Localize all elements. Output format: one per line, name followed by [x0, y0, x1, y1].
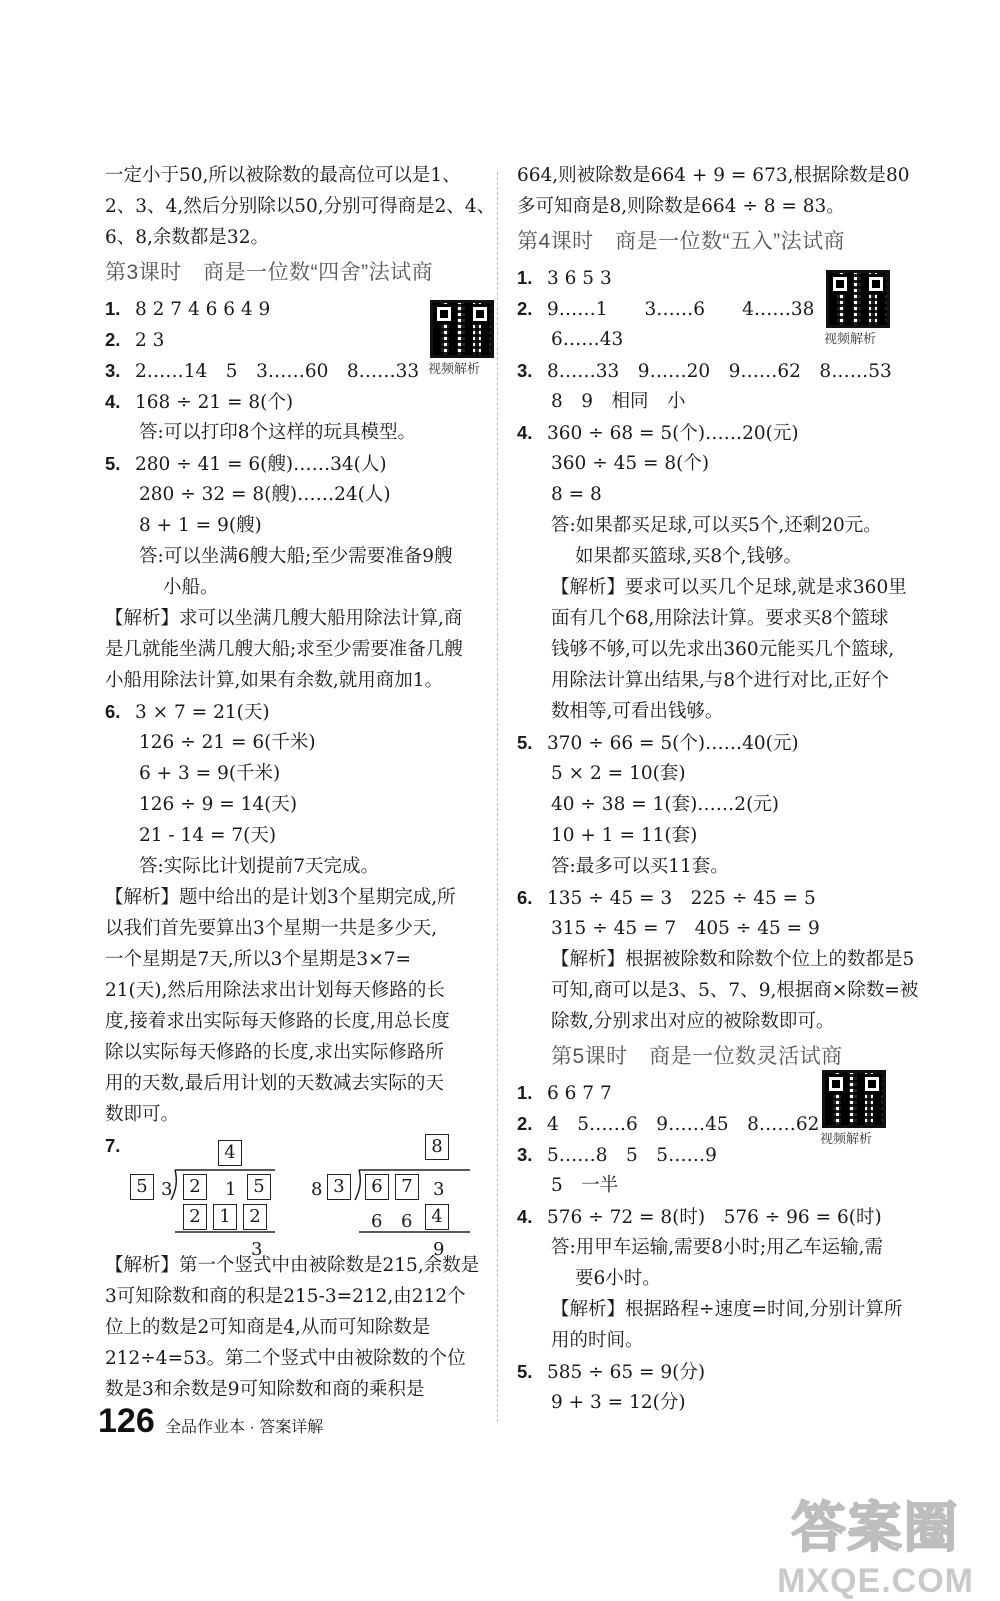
analysis-tag: 【解析】 [551, 1299, 626, 1320]
answer-statement: 答:用甲车运输,需要8小时;用乙车运输,需 [551, 1237, 883, 1258]
divisor-digit: 8 [311, 1179, 323, 1200]
answer-text: 280 ÷ 32 = 8(艘)……24(人) [139, 484, 391, 505]
analysis-text: 数是3和余数是9可知除数和商的乘积是 [105, 1379, 425, 1400]
answer-text: 10 + 1 = 11(套) [551, 825, 698, 846]
answer-text: 9……1 3……6 4……38 [547, 299, 815, 320]
analysis-text: 用的天数,最后用计划的天数减去实际的天 [105, 1073, 444, 1094]
question-number: 7. [105, 1135, 121, 1156]
page-number: 126 [98, 1402, 155, 1440]
answer-text: 280 ÷ 41 = 6(艘)……34(人) [135, 454, 387, 475]
answer-text: 8 9 相同 小 [551, 391, 686, 412]
question-1 [105, 293, 480, 324]
answer-text: 3 6 5 3 [547, 268, 612, 289]
analysis-line [105, 1250, 480, 1281]
analysis-text: 3可知除数和商的积是215-3=212,由212个 [105, 1286, 466, 1307]
answer-text: 8……33 9……20 9……62 8……53 [547, 361, 892, 382]
answer-text: 2……14 5 3……60 8……33 [135, 361, 420, 382]
qr-label: 视频解析 [820, 1131, 873, 1146]
question-number: 3. [517, 360, 533, 381]
answer-text: 126 ÷ 21 = 6(千米) [139, 732, 316, 753]
question-5 [517, 727, 892, 758]
answer-text: 5 一半 [551, 1175, 619, 1196]
quotient-box: 4 [218, 1140, 242, 1166]
analysis-text: 是几就能坐满几艘大船;求至少需要准备几艘 [105, 639, 463, 660]
answer-text: 5……8 5 5……9 [547, 1145, 717, 1166]
question-number: 5. [517, 1361, 533, 1382]
answer-statement: 答:实际比计划提前7天完成。 [139, 856, 380, 877]
dividend-digit: 1 [225, 1179, 237, 1200]
long-division-1 [125, 1130, 285, 1260]
answer-statement: 要6小时。 [575, 1268, 661, 1289]
question-number: 1. [105, 298, 121, 319]
question-number: 6. [517, 887, 533, 908]
dividend-digit: 3 [433, 1179, 445, 1200]
qr-code-icon[interactable] [822, 1070, 886, 1128]
answer-text: 360 ÷ 45 = 8(个) [551, 453, 710, 474]
analysis-tag: 【解析】 [551, 949, 626, 970]
analysis-line [105, 603, 480, 634]
analysis-tag: 【解析】 [551, 577, 626, 598]
answer-statement: 答:可以坐满6艘大船;至少需要准备9艘 [139, 546, 453, 567]
answer-statement: 小船。 [163, 577, 219, 598]
intro-line: 一定小于50,所以被除数的最高位可以是1、 [105, 165, 461, 186]
question-number: 5. [105, 453, 121, 474]
dividend-box: 2 [183, 1174, 207, 1200]
analysis-text: 212÷4=53。第二个竖式中由被除数的个位 [105, 1348, 466, 1369]
watermark-line2: MXQE.COM [777, 1562, 974, 1600]
analysis-text: 根据路程÷速度=时间,分别计算所 [625, 1299, 903, 1320]
intro-line: 多可知商是8,则除数是664 ÷ 8 = 83。 [517, 196, 845, 217]
dividend-box: 5 [247, 1174, 271, 1200]
question-number: 6. [105, 701, 121, 722]
question-number: 5. [517, 732, 533, 753]
lesson3-title: 第3课时 商是一位数“四舍”法试商 [105, 261, 434, 284]
analysis-tag: 【解析】 [105, 1255, 180, 1276]
answer-text: 168 ÷ 21 = 8(个) [135, 392, 294, 413]
intro-line: 2、3、4,然后分别除以50,分别可得商是2、4、 [105, 196, 496, 217]
analysis-text: 除以实际每天修路的长度,求出实际修路所 [105, 1042, 444, 1063]
question-number: 2. [517, 1113, 533, 1134]
product-digit: 6 [371, 1211, 383, 1232]
intro-line: 664,则被除数是664 + 9 = 673,根据除数是80 [517, 165, 910, 186]
long-division-2 [305, 1130, 480, 1260]
question-4 [105, 386, 480, 417]
question-4 [517, 417, 892, 448]
question-number: 2. [517, 298, 533, 319]
answer-text: 8 2 7 4 6 6 4 9 [135, 299, 271, 320]
answer-text: 8 + 1 = 9(艘) [139, 515, 262, 536]
analysis-text: 数相等,可看出钱够。 [551, 701, 724, 722]
analysis-tag: 【解析】 [105, 887, 180, 908]
divisor-digit: 3 [161, 1179, 173, 1200]
answer-text: 135 ÷ 45 = 3 225 ÷ 45 = 5 [547, 888, 816, 909]
remainder-digit: 9 [433, 1239, 445, 1260]
qr-label: 视频解析 [428, 361, 481, 376]
divisor-box: 5 [130, 1174, 154, 1200]
analysis-text: 位上的数是2可知商是4,从而可知除数是 [105, 1317, 431, 1338]
answer-statement: 答:最多可以买11套。 [551, 856, 729, 877]
question-number: 4. [105, 391, 121, 412]
analysis-text: 求可以坐满几艘大船用除法计算,商 [179, 608, 463, 629]
watermark [777, 1485, 974, 1601]
analysis-text: 一个星期是7天,所以3个星期是3×7= [105, 949, 411, 970]
answer-text: 6……43 [551, 329, 624, 350]
product-digit: 6 [401, 1211, 413, 1232]
analysis-text: 度,接着求出实际每天修路的长度,用总长度 [105, 1011, 450, 1032]
divisor-box: 3 [327, 1174, 351, 1200]
question-5 [105, 448, 480, 479]
question-5 [517, 1356, 892, 1387]
question-number: 4. [517, 1206, 533, 1227]
analysis-text: 面有几个68,用除法计算。要求买8个篮球 [551, 608, 889, 629]
analysis-line [105, 882, 480, 913]
question-2 [105, 324, 480, 355]
product-box: 1 [213, 1204, 237, 1230]
analysis-text: 数即可。 [105, 1104, 180, 1125]
answer-text: 4 5……6 9……45 8……62 [547, 1114, 820, 1135]
left-column [105, 160, 496, 1405]
question-3 [105, 355, 480, 386]
question-number: 4. [517, 422, 533, 443]
question-number: 3. [105, 360, 121, 381]
dividend-box: 6 [365, 1174, 389, 1200]
analysis-text: 除数,分别求出对应的被除数即可。 [551, 1011, 835, 1032]
lesson5-title: 第5课时 商是一位数灵活试商 [551, 1045, 843, 1068]
analysis-text: 第一个竖式中由被除数是215,余数是 [179, 1255, 480, 1276]
question-number: 1. [517, 267, 533, 288]
answer-text: 3 × 7 = 21(天) [135, 702, 270, 723]
analysis-text: 以我们首先要算出3个星期一共是多少天, [105, 918, 438, 939]
question-number: 1. [517, 1082, 533, 1103]
qr-code-icon[interactable] [430, 300, 494, 358]
answer-text: 6 + 3 = 9(千米) [139, 763, 281, 784]
analysis-text: 用除法计算出结果,与8个进行对比,正好个 [551, 670, 890, 691]
division-bracket [305, 1130, 480, 1250]
question-6 [105, 696, 480, 727]
answer-text: 40 ÷ 38 = 1(套)……2(元) [551, 794, 780, 815]
answer-text: 9 + 3 = 12(分) [551, 1392, 686, 1413]
right-column [517, 160, 919, 1418]
analysis-text: 要求可以买几个足球,就是求360里 [625, 577, 907, 598]
analysis-line [517, 572, 907, 603]
analysis-tag: 【解析】 [105, 608, 180, 629]
answer-text: 585 ÷ 65 = 9(分) [547, 1362, 706, 1383]
analysis-text: 可知,商可以是3、5、7、9,根据商×除数=被 [551, 980, 919, 1001]
qr-code-icon[interactable] [826, 270, 890, 328]
answer-text: 576 ÷ 72 = 8(时) 576 ÷ 96 = 6(时) [547, 1207, 882, 1228]
qr-label: 视频解析 [824, 331, 877, 346]
dividend-box: 7 [395, 1174, 419, 1200]
watermark-line1: 答案圈 [791, 1498, 960, 1558]
analysis-line [517, 944, 915, 975]
quotient-box: 8 [425, 1134, 449, 1160]
question-number: 2. [105, 329, 121, 350]
column-divider [497, 172, 498, 1422]
question-number: 3. [517, 1144, 533, 1165]
answer-statement: 答:可以打印8个这样的玩具模型。 [139, 422, 417, 443]
analysis-text: 钱够不够,可以先求出360元能买几个篮球, [551, 639, 895, 660]
lesson4-title: 第4课时 商是一位数“五入”法试商 [517, 230, 846, 253]
answer-text: 2 3 [135, 330, 165, 351]
answer-text: 5 × 2 = 10(套) [551, 763, 686, 784]
analysis-text: 用的时间。 [551, 1330, 644, 1351]
question-4 [517, 1201, 892, 1232]
answer-statement: 答:如果都买足球,可以买5个,还剩20元。 [551, 515, 882, 536]
answer-text: 360 ÷ 68 = 5(个)……20(元) [547, 423, 799, 444]
book-title: 全品作业本 · 答案详解 [165, 1419, 324, 1436]
remainder-digit: 3 [251, 1239, 263, 1260]
answer-text: 8 = 8 [551, 484, 602, 505]
question-3 [517, 355, 892, 386]
answer-text: 126 ÷ 9 = 14(天) [139, 794, 298, 815]
answer-statement: 如果都买篮球,买8个,钱够。 [575, 546, 803, 567]
product-box: 2 [243, 1204, 267, 1230]
analysis-text: 21(天),然后用除法求出计划每天修路的长 [105, 980, 445, 1001]
product-box: 4 [425, 1204, 449, 1230]
analysis-text: 小船用除法计算,如果有余数,就用商加1。 [105, 670, 444, 691]
product-box: 2 [183, 1204, 207, 1230]
answer-text: 6 6 7 7 [547, 1083, 612, 1104]
analysis-text: 题中给出的是计划3个星期完成,所 [179, 887, 456, 908]
intro-line: 6、8,余数都是32。 [105, 227, 269, 248]
answer-text: 370 ÷ 66 = 5(个)……40(元) [547, 733, 799, 754]
question-7 [105, 1130, 480, 1260]
question-6 [517, 882, 892, 913]
analysis-line [517, 1294, 903, 1325]
answer-text: 315 ÷ 45 = 7 405 ÷ 45 = 9 [551, 918, 820, 939]
answer-text: 21 - 14 = 7(天) [139, 825, 277, 846]
analysis-text: 根据被除数和除数个位上的数都是5 [625, 949, 915, 970]
